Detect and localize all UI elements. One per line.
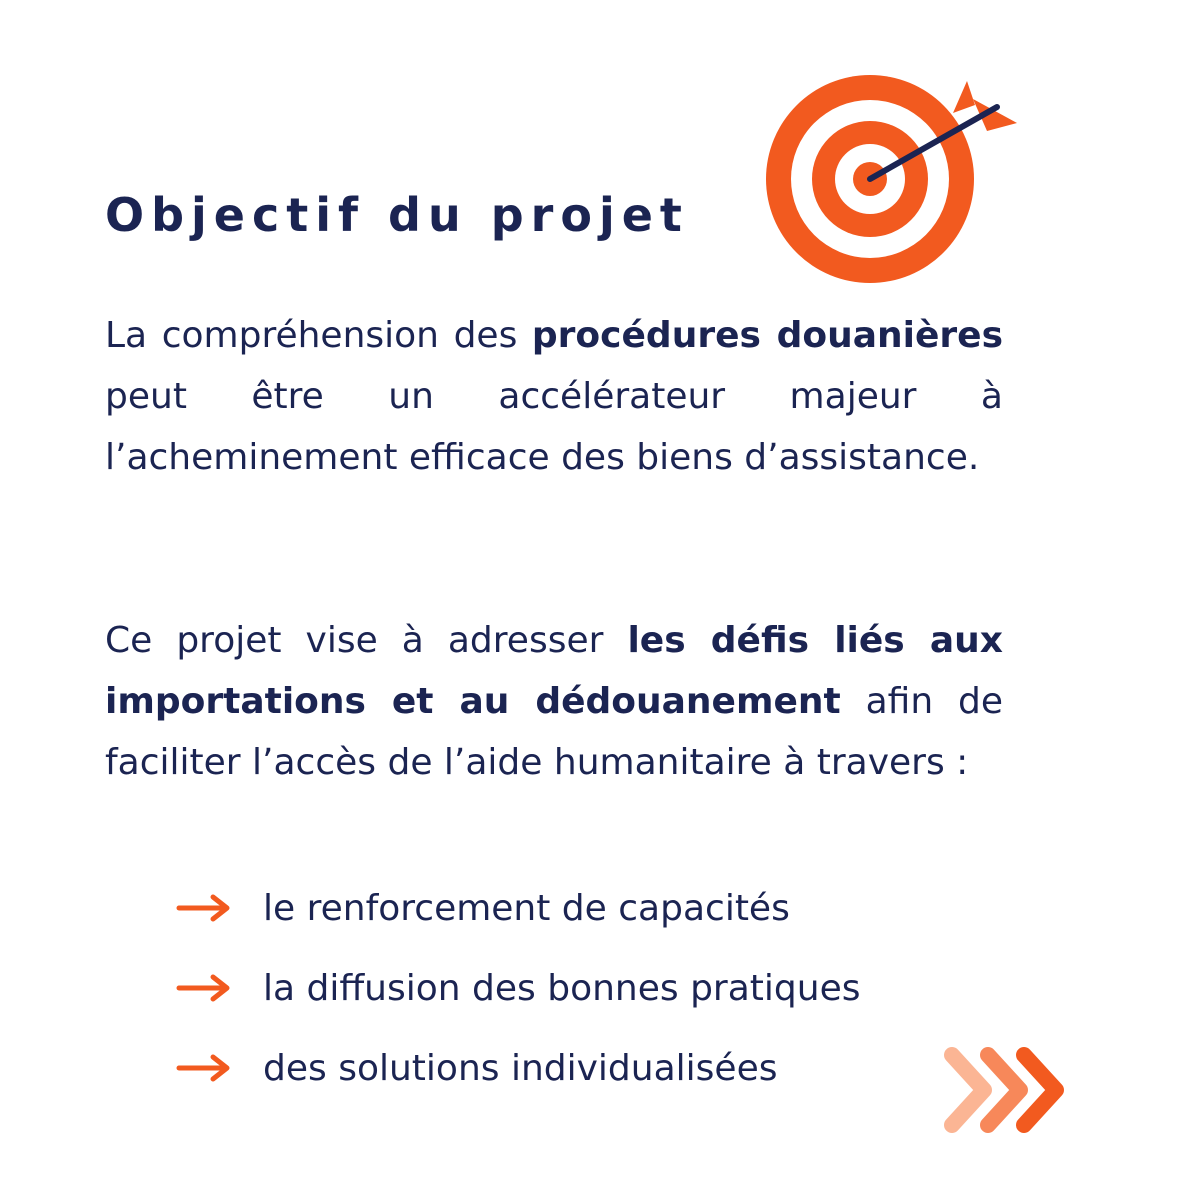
intro-bold-1: procédures douanières <box>531 315 1003 356</box>
bullet-text: des solutions individualisées <box>263 1047 778 1089</box>
arrow-right-icon <box>175 1053 233 1083</box>
bullet-text: la diffusion des bonnes pratiques <box>263 967 861 1009</box>
goal-text-2: afin de faciliter l’accès de l’aide humanitaire à travers : <box>105 681 1003 783</box>
intro-text-2: peut être un accélérateur majeur à l’acheminement efficace des biens d’assistance. <box>105 376 1003 478</box>
bullet-list <box>175 868 860 1108</box>
list-item <box>175 948 860 1028</box>
list-item <box>175 868 860 948</box>
goal-paragraph <box>105 610 1003 793</box>
intro-paragraph <box>105 305 1003 488</box>
bullet-text: le renforcement de capacités <box>263 887 790 929</box>
arrow-right-icon <box>175 893 233 923</box>
page-title: Objectif du projet <box>105 188 689 242</box>
triple-chevron-icon <box>940 1045 1070 1135</box>
arrow-right-icon <box>175 973 233 1003</box>
list-item <box>175 1028 860 1108</box>
goal-text-1: Ce projet vise à adresser <box>105 620 628 661</box>
target-arrow-icon <box>755 75 1025 290</box>
intro-text-1: La compréhension des <box>105 315 532 356</box>
goal-bold-1: les défis liés aux importations et au dédouanement <box>105 620 1003 722</box>
